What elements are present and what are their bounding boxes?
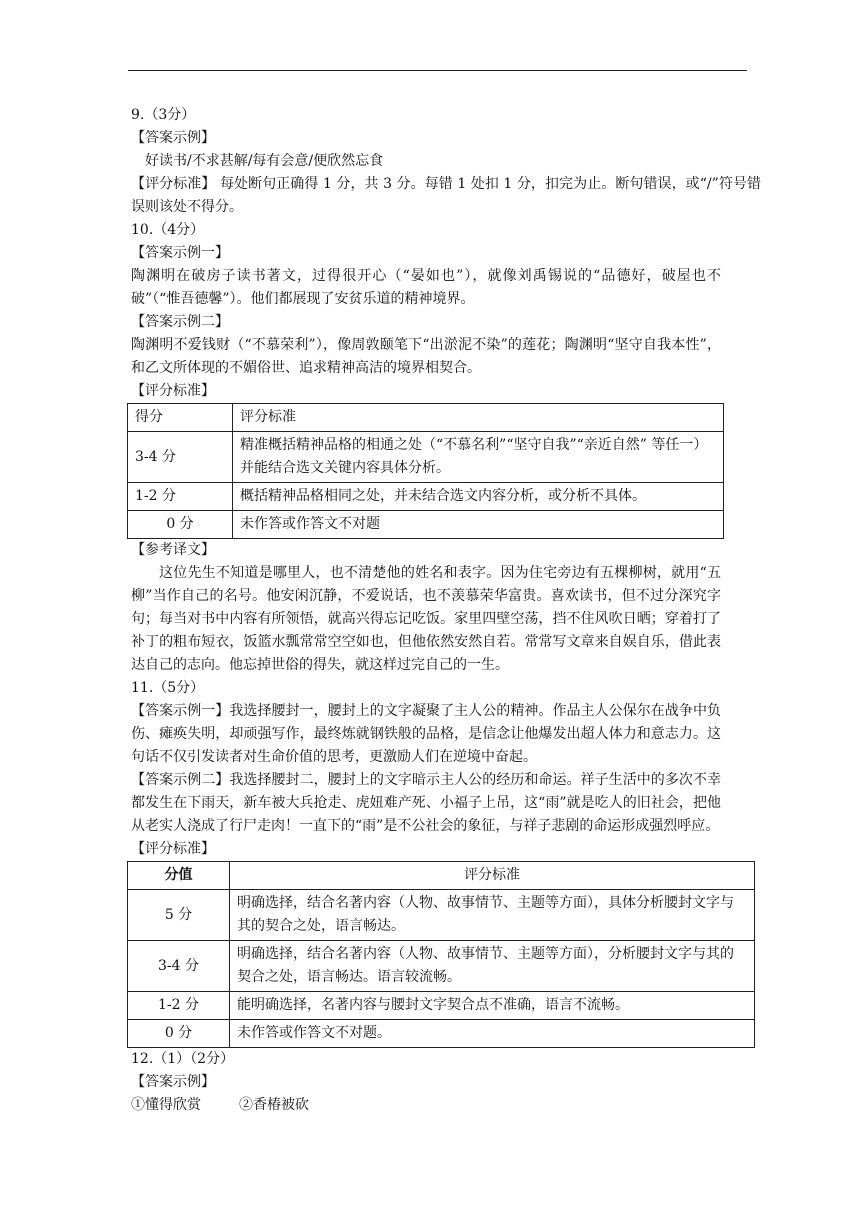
q10-example1-label: 【答案示例一】 xyxy=(131,245,229,261)
answer-document xyxy=(131,104,761,1117)
table-cell-criteria: 未作答或作答文不对题 xyxy=(233,511,724,539)
table-cell-score: 0 分 xyxy=(128,511,233,539)
q12-number: 12.（1）（2分） xyxy=(131,1051,235,1067)
q10-example2-label: 【答案示例二】 xyxy=(131,314,229,330)
table-head-score: 分值 xyxy=(128,862,230,890)
q12-answer-label: 【答案示例】 xyxy=(131,1074,215,1090)
table-header-row xyxy=(128,404,724,432)
q10-example1: 陶渊明在破房子读书著文，过得很开心（“晏如也”），就像刘禹锡说的“品德好，破屋也不破”（“惟吾德馨”）。他们都展现了安贫乐道的精神境界。 xyxy=(131,268,721,307)
table-cell-criteria: 能明确选择，名著内容与腰封文字契合点不准确，语言不流畅。 xyxy=(230,992,755,1020)
q10-example2: 陶渊明不爱钱财（“不慕荣利”），像周敦颐笔下“出淤泥不染”的莲花；陶渊明“坚守自我本性”，和乙文所体现的不媚俗世、追求精神高洁的境界相契合。 xyxy=(131,337,721,376)
table-head-score: 得分 xyxy=(128,404,233,432)
table-row xyxy=(128,890,755,941)
q10-criteria-table xyxy=(127,403,724,539)
q12-answer-b: ②香椿被砍 xyxy=(239,1097,309,1113)
q11-criteria-label: 【评分标准】 xyxy=(131,841,215,857)
table-cell-score: 0 分 xyxy=(128,1020,230,1048)
q10-number: 10.（4分） xyxy=(131,222,205,238)
q11-number: 11.（5分） xyxy=(131,680,205,696)
q9-number: 9.（3分） xyxy=(131,107,196,123)
table-head-criteria: 评分标准 xyxy=(233,404,724,432)
table-row xyxy=(128,483,724,511)
table-row xyxy=(128,941,755,992)
table-cell-score: 3-4 分 xyxy=(128,941,230,992)
table-cell-criteria: 概括精神品格相同之处，并未结合选文内容分析，或分析不具体。 xyxy=(233,483,724,511)
q11-example1: 【答案示例一】我选择腰封一，腰封上的文字凝聚了主人公的精神。作品主人公保尔在战争中负伤、瘫痪失明，却顽强写作，最终炼就钢铁般的品格，是信念让他爆发出超人体力和意志力。这句话不仅引发读者对生命价值的思考，更激励人们在逆境中奋起。 xyxy=(131,703,721,765)
table-row xyxy=(128,1020,755,1048)
table-cell-score: 5 分 xyxy=(128,890,230,941)
q10-translation-label: 【参考译文】 xyxy=(131,542,215,558)
q12-answers xyxy=(131,1094,761,1117)
q11-criteria-table xyxy=(127,861,755,1048)
table-cell-score: 1-2 分 xyxy=(128,483,233,511)
q9-answer: 好读书/不求甚解/每有会意/便欣然忘食 xyxy=(145,153,384,169)
table-row xyxy=(128,992,755,1020)
table-head-criteria: 评分标准 xyxy=(230,862,755,890)
table-cell-criteria: 明确选择，结合名著内容（人物、故事情节、主题等方面），具体分析腰封文字与其的契合之处，语言畅达。 xyxy=(230,890,755,941)
table-cell-criteria: 精准概括精神品格的相通之处（“不慕名利”“坚守自我”“亲近自然” 等任一）并能结合选文关键内容具体分析。 xyxy=(233,432,724,483)
table-row xyxy=(128,432,724,483)
table-cell-score: 3-4 分 xyxy=(128,432,233,483)
q11-example2: 【答案示例二】我选择腰封二，腰封上的文字暗示主人公的经历和命运。祥子生活中的多次不幸都发生在下雨天，新车被大兵抢走、虎妞难产死、小福子上吊，这“雨”就是吃人的旧社会，把他从老实人浇成了行尸走肉！一直下的“雨”是不公社会的象征，与祥子悲剧的命运形成强烈呼应。 xyxy=(131,772,721,834)
q12-answer-a: ①懂得欣赏 xyxy=(131,1097,201,1113)
table-cell-score: 1-2 分 xyxy=(128,992,230,1020)
table-header-row xyxy=(128,862,755,890)
q9-answer-label: 【答案示例】 xyxy=(131,130,215,146)
header-rule xyxy=(128,70,747,71)
table-row xyxy=(128,511,724,539)
q10-translation: 这位先生不知道是哪里人，也不清楚他的姓名和表字。因为住宅旁边有五棵柳树，就用“五柳”当作自己的名号。他安闲沉静，不爱说话，也不羡慕荣华富贵。喜欢读书，但不过分深究字句；每当对书中内容有所领悟，就高兴得忘记吃饭。家里四壁空荡，挡不住风吹日晒；穿着打了补丁的粗布短衣，饭篮水瓢常常空空如也，但他依然安然自若。常常写文章来自娱自乐，借此表达自己的志向。他忘掉世俗的得失，就这样过完自己的一生。 xyxy=(131,565,721,673)
table-cell-criteria: 明确选择，结合名著内容（人物、故事情节、主题等方面），分析腰封文字与其的契合之处，语言畅达。语言较流畅。 xyxy=(230,941,755,992)
q9-criteria: 【评分标准】 每处断句正确得 1 分，共 3 分。每错 1 处扣 1 分，扣完为止。断句错误，或“/”符号错误则该处不得分。 xyxy=(131,176,761,215)
table-cell-criteria: 未作答或作答文不对题。 xyxy=(230,1020,755,1048)
q10-criteria-label: 【评分标准】 xyxy=(131,383,215,399)
